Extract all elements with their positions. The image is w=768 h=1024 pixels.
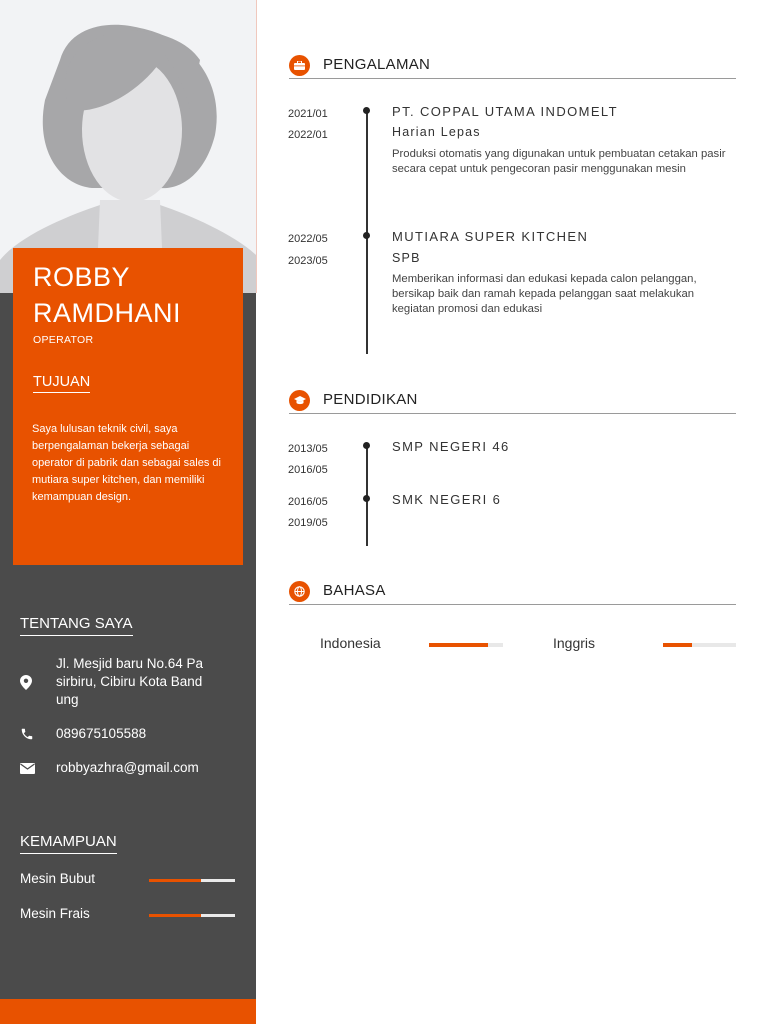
goal-text: Saya lulusan teknik civil, saya berpengalaman bekerja sebagai operator di pabrik dan sebagai sales di mutiara super kitchen, dan memiliki kemampuan design. (32, 423, 221, 503)
contact-phone (20, 725, 240, 743)
education-title: PENDIDIKAN (323, 391, 418, 408)
sidebar (0, 0, 256, 1024)
language-label: Indonesia (320, 635, 381, 651)
timeline-dot (363, 232, 370, 239)
languages-header (289, 581, 736, 605)
education-header (289, 390, 736, 414)
experience-timeline (366, 108, 368, 354)
address-text: Jl. Mesjid baru No.64 Pasirbiru, Cibiru Kota Bandung (56, 656, 204, 707)
languages-title: BAHASA (323, 582, 386, 599)
location-pin-icon (20, 655, 56, 709)
last-name: RAMDHANI (33, 298, 182, 328)
end-date: 2016/05 (288, 464, 328, 476)
globe-icon (289, 581, 310, 602)
language-level-bar (429, 643, 503, 647)
end-date: 2022/01 (288, 129, 328, 141)
contact-address (20, 655, 240, 709)
job-description: Produksi otomatis yang digunakan untuk pembuatan cetakan pasir secara cepat untuk pengecoran pasir menggunakan mesin (392, 148, 726, 175)
mail-icon (20, 759, 56, 777)
job-role: OPERATOR (33, 334, 94, 346)
column-divider (256, 0, 257, 293)
about-title: TENTANG SAYA (20, 615, 133, 636)
timeline-dot (363, 495, 370, 502)
end-date: 2019/05 (288, 517, 328, 529)
bottom-accent-strip (0, 999, 256, 1024)
language-label: Inggris (553, 635, 596, 651)
company-name: MUTIARA SUPER KITCHEN (392, 229, 589, 244)
contact-email (20, 759, 240, 777)
skill-level-bar (149, 914, 235, 917)
first-name: ROBBY (33, 262, 131, 292)
phone-icon (20, 725, 56, 743)
skill-item (20, 906, 235, 921)
start-date: 2016/05 (288, 496, 328, 508)
language-level-bar (663, 643, 736, 647)
position-title: SPB (392, 251, 421, 265)
experience-header (289, 55, 736, 79)
skill-label: Mesin Frais (20, 906, 90, 921)
school-name: SMK NEGERI 6 (392, 492, 502, 507)
company-name: PT. COPPAL UTAMA INDOMELT (392, 104, 618, 119)
start-date: 2013/05 (288, 443, 328, 455)
experience-title: PENGALAMAN (323, 56, 431, 73)
start-date: 2022/05 (288, 233, 328, 245)
timeline-dot (363, 442, 370, 449)
timeline-dot (363, 107, 370, 114)
phone-text: 089675105588 (56, 726, 147, 741)
goal-title: TUJUAN (33, 374, 90, 393)
school-name: SMP NEGERI 46 (392, 439, 510, 454)
position-title: Harian Lepas (392, 125, 481, 139)
skills-title: KEMAMPUAN (20, 833, 117, 854)
job-description: Memberikan informasi dan edukasi kepada calon pelanggan, bersikap baik dan ramah kepada pelanggan saat melakukan kegiatan promosi dan edukasi (392, 273, 697, 315)
skill-level-bar (149, 879, 235, 882)
email-text: robbyazhra@gmail.com (56, 760, 199, 775)
skill-label: Mesin Bubut (20, 871, 96, 886)
end-date: 2023/05 (288, 255, 328, 267)
graduation-cap-icon (289, 390, 310, 411)
name-card (13, 248, 243, 565)
briefcase-icon (289, 55, 310, 76)
start-date: 2021/01 (288, 108, 328, 120)
skill-item (20, 871, 235, 886)
